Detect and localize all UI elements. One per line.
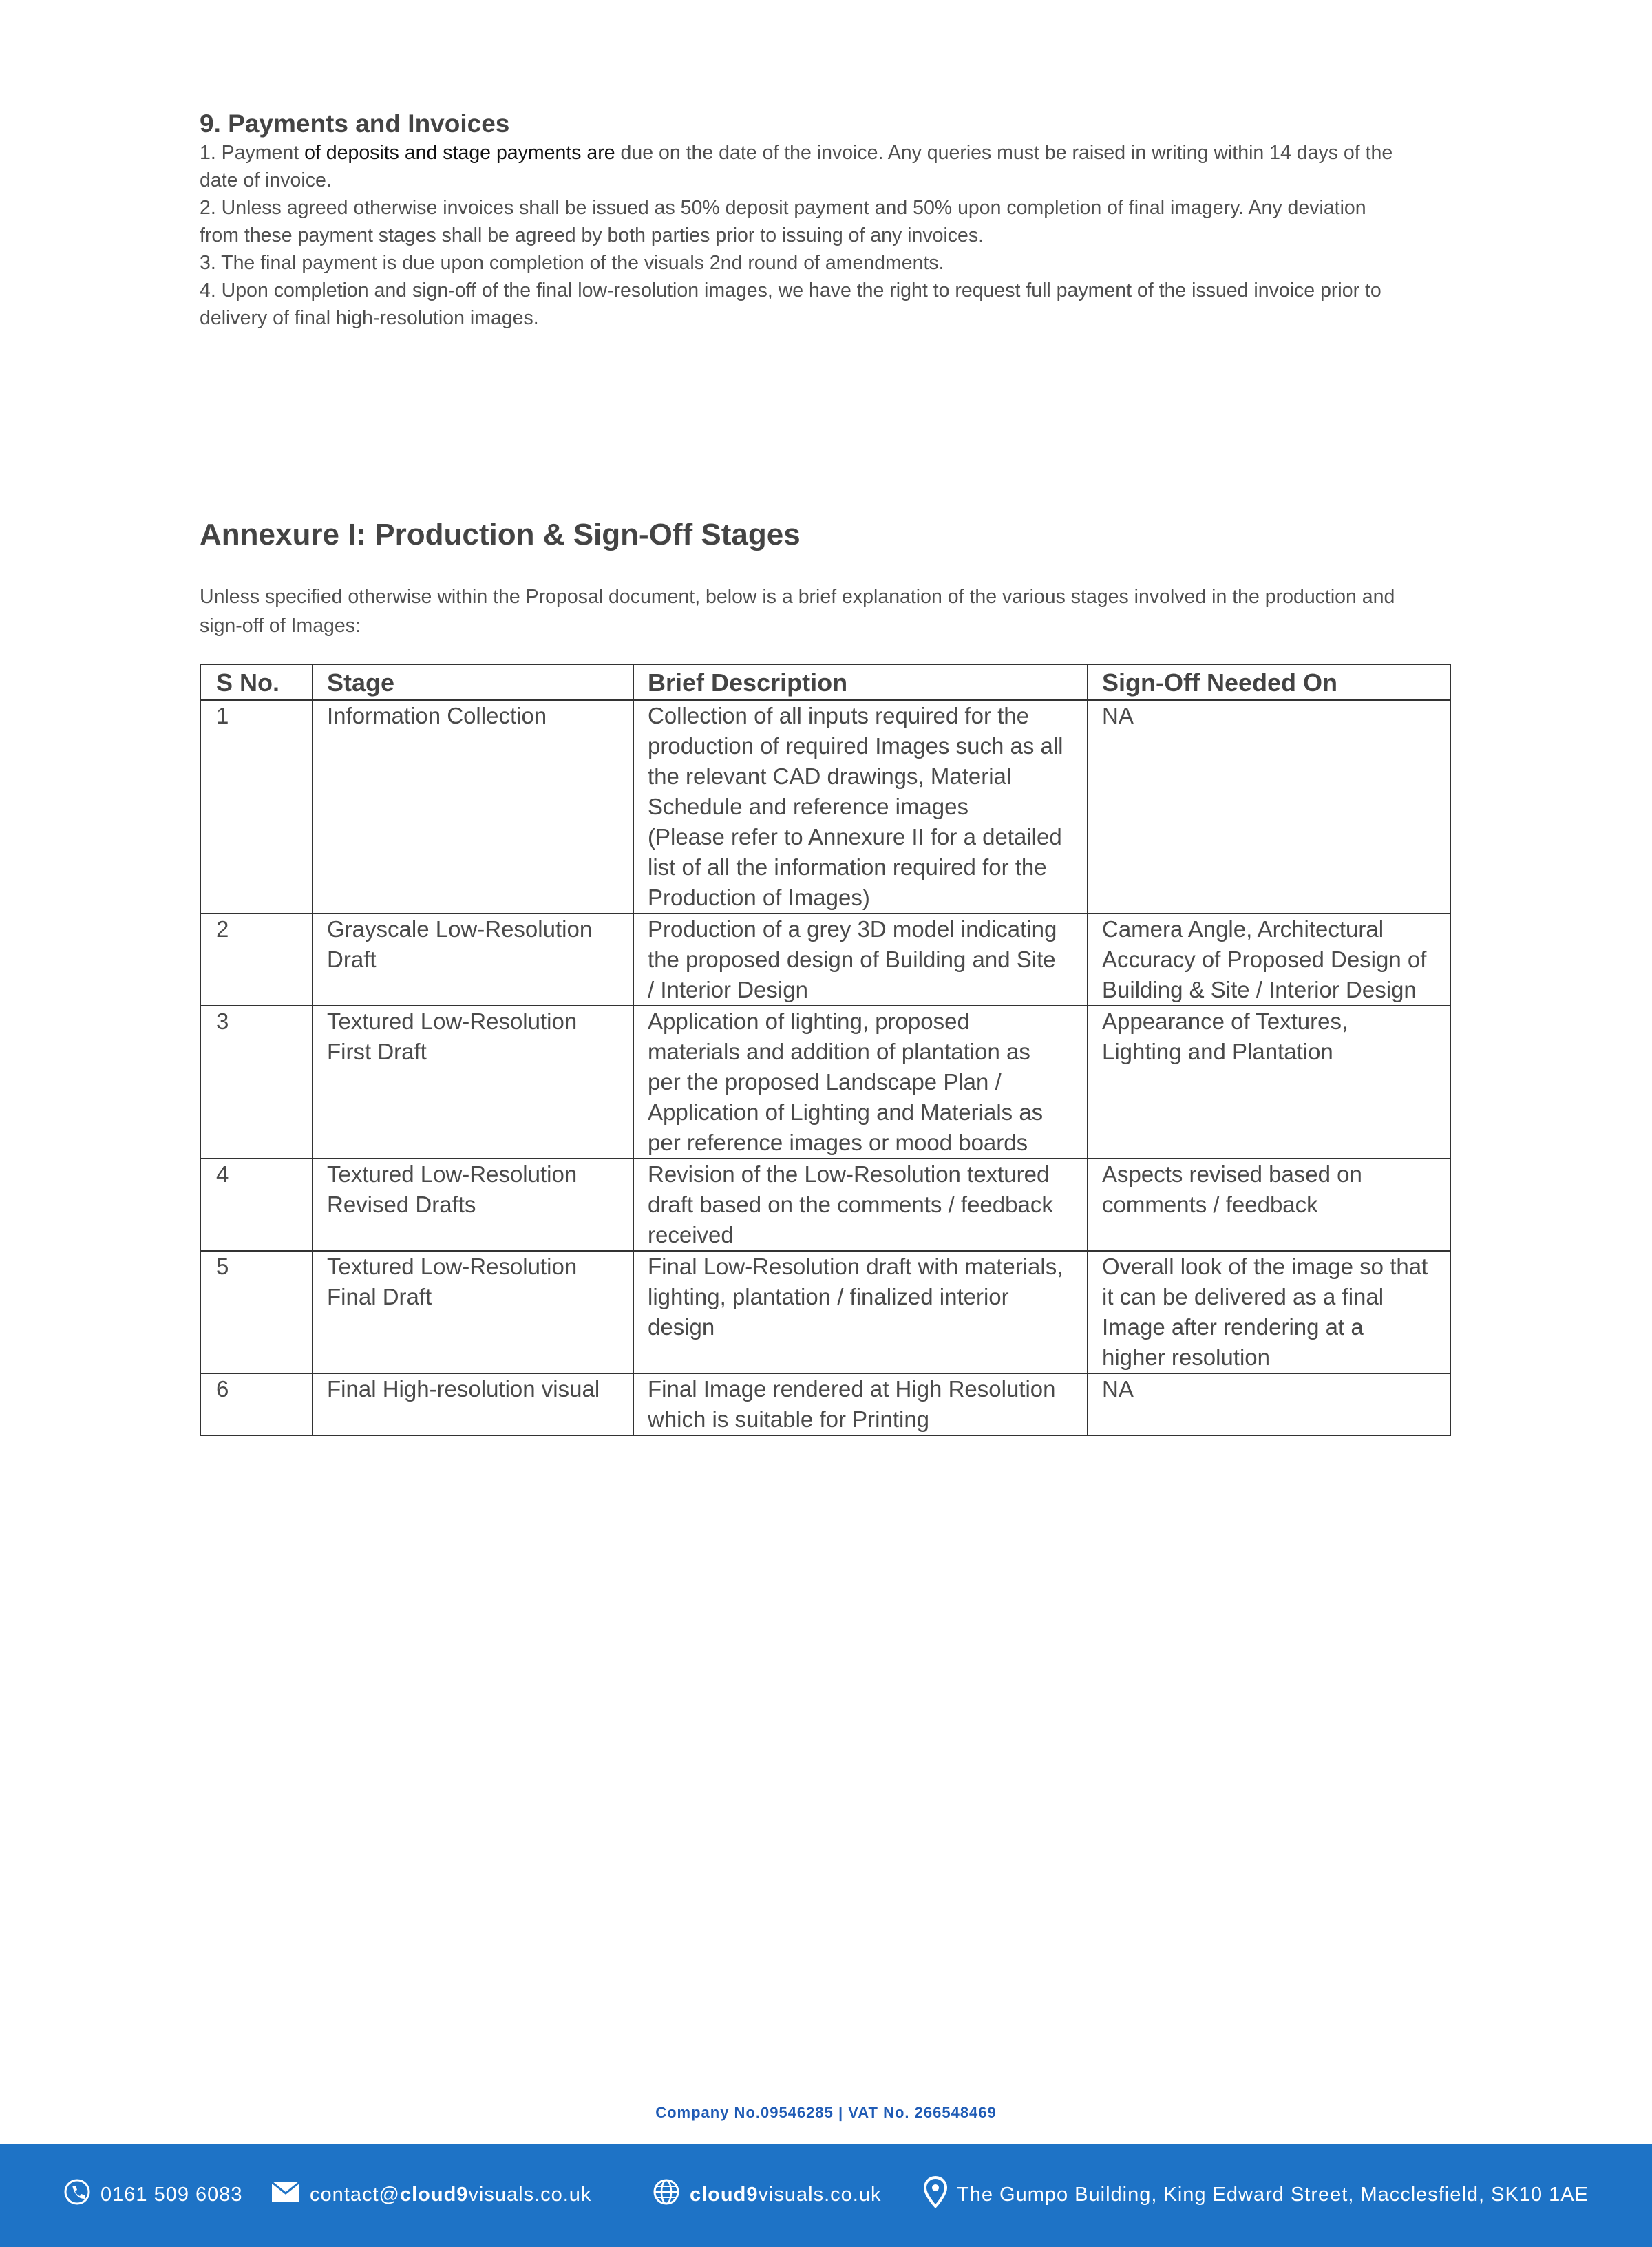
cell-stage: Grayscale Low-Resolution Draft (313, 914, 633, 1006)
cell-stage: Textured Low-Resolution Final Draft (313, 1251, 633, 1373)
stages-table (200, 664, 1451, 1436)
footer-address: The Gumpo Building, King Edward Street, Macclesfield, SK10 1AE (924, 2180, 1589, 2210)
payment-clause-1: 1. Payment of deposits and stage payments are due on the date of the invoice. Any queries must be raised in writing within 14 days of the date of invoice. (200, 142, 1393, 191)
table-row (200, 1251, 1450, 1373)
footer-bar (0, 2144, 1652, 2247)
table-row (200, 700, 1450, 914)
cell-s-no: 6 (200, 1373, 313, 1435)
cell-stage: Textured Low-Resolution First Draft (313, 1006, 633, 1159)
payment-clause-2: 2. Unless agreed otherwise invoices shall be issued as 50% deposit payment and 50% upon completion of final imagery. Any deviation from these payment stages shall be agreed by both parties prior to issuing of any invoices. (200, 197, 1366, 246)
cell-s-no: 4 (200, 1159, 313, 1251)
annexure-intro: Unless specified otherwise within the Proposal document, below is a brief explanation of the various stages involved in the production and sign-off of Images: (200, 586, 1395, 637)
header-sign-off: Sign-Off Needed On (1088, 664, 1450, 700)
table-header-row (200, 664, 1450, 700)
payment-clause-3: 3. The final payment is due upon completion of the visuals 2nd round of amendments. (200, 252, 944, 274)
table-row (200, 914, 1450, 1006)
payment-clause-4: 4. Upon completion and sign-off of the final low-resolution images, we have the right to request full payment of the issued invoice prior to delivery of final high-resolution images. (200, 279, 1381, 329)
cell-description: Collection of all inputs required for the production of required Images such as all the relevant CAD drawings, Material Schedule and reference images (Please refer to Annexure II for a detailed list of all the information required for the Production of Images) (633, 700, 1088, 914)
cell-sign-off: NA (1088, 700, 1450, 914)
section-title: 9. Payments and Invoices (200, 109, 510, 138)
cell-s-no: 3 (200, 1006, 313, 1159)
cell-s-no: 5 (200, 1251, 313, 1373)
location-pin-icon (924, 2176, 947, 2213)
cell-sign-off: Appearance of Textures, Lighting and Plantation (1088, 1006, 1450, 1159)
cell-stage: Final High-resolution visual (313, 1373, 633, 1435)
footer-website[interactable]: cloud9 visuals.co.uk (653, 2180, 881, 2210)
cell-description: Final Image rendered at High Resolution which is suitable for Printing (633, 1373, 1088, 1435)
cell-description: Application of lighting, proposed materials and addition of plantation as per the proposed Landscape Plan / Application of Lighting and Materials as per reference images or mood boards (633, 1006, 1088, 1159)
cell-stage: Textured Low-Resolution Revised Drafts (313, 1159, 633, 1251)
cell-sign-off: Overall look of the image so that it can be delivered as a final Image after rendering at a higher resolution (1088, 1251, 1450, 1373)
cell-s-no: 1 (200, 700, 313, 914)
section-9 (200, 109, 1452, 332)
header-brief-description: Brief Description (633, 664, 1088, 700)
phone-icon (63, 2178, 91, 2211)
header-s-no: S No. (200, 664, 313, 700)
footer-email[interactable]: contact@ cloud9 visuals.co.uk (271, 2180, 591, 2210)
cell-sign-off: Aspects revised based on comments / feedback (1088, 1159, 1450, 1251)
cell-sign-off: Camera Angle, Architectural Accuracy of Proposed Design of Building & Site / Interior Design (1088, 914, 1450, 1006)
cell-s-no: 2 (200, 914, 313, 1006)
annexure-title: Annexure I: Production & Sign-Off Stages (200, 518, 801, 551)
table-row (200, 1006, 1450, 1159)
envelope-icon (271, 2182, 300, 2208)
header-stage: Stage (313, 664, 633, 700)
table-row (200, 1373, 1450, 1435)
globe-icon (653, 2178, 680, 2211)
company-registration: Company No.09546285 | VAT No. 266548469 (655, 2104, 997, 2121)
cell-description: Production of a grey 3D model indicating the proposed design of Building and Site / Interior Design (633, 914, 1088, 1006)
cell-stage: Information Collection (313, 700, 633, 914)
cell-description: Final Low-Resolution draft with materials, lighting, plantation / finalized interior design (633, 1251, 1088, 1373)
cell-description: Revision of the Low-Resolution textured draft based on the comments / feedback received (633, 1159, 1088, 1251)
cell-sign-off: NA (1088, 1373, 1450, 1435)
footer-phone: 0161 509 6083 (63, 2180, 243, 2210)
table-row (200, 1159, 1450, 1251)
